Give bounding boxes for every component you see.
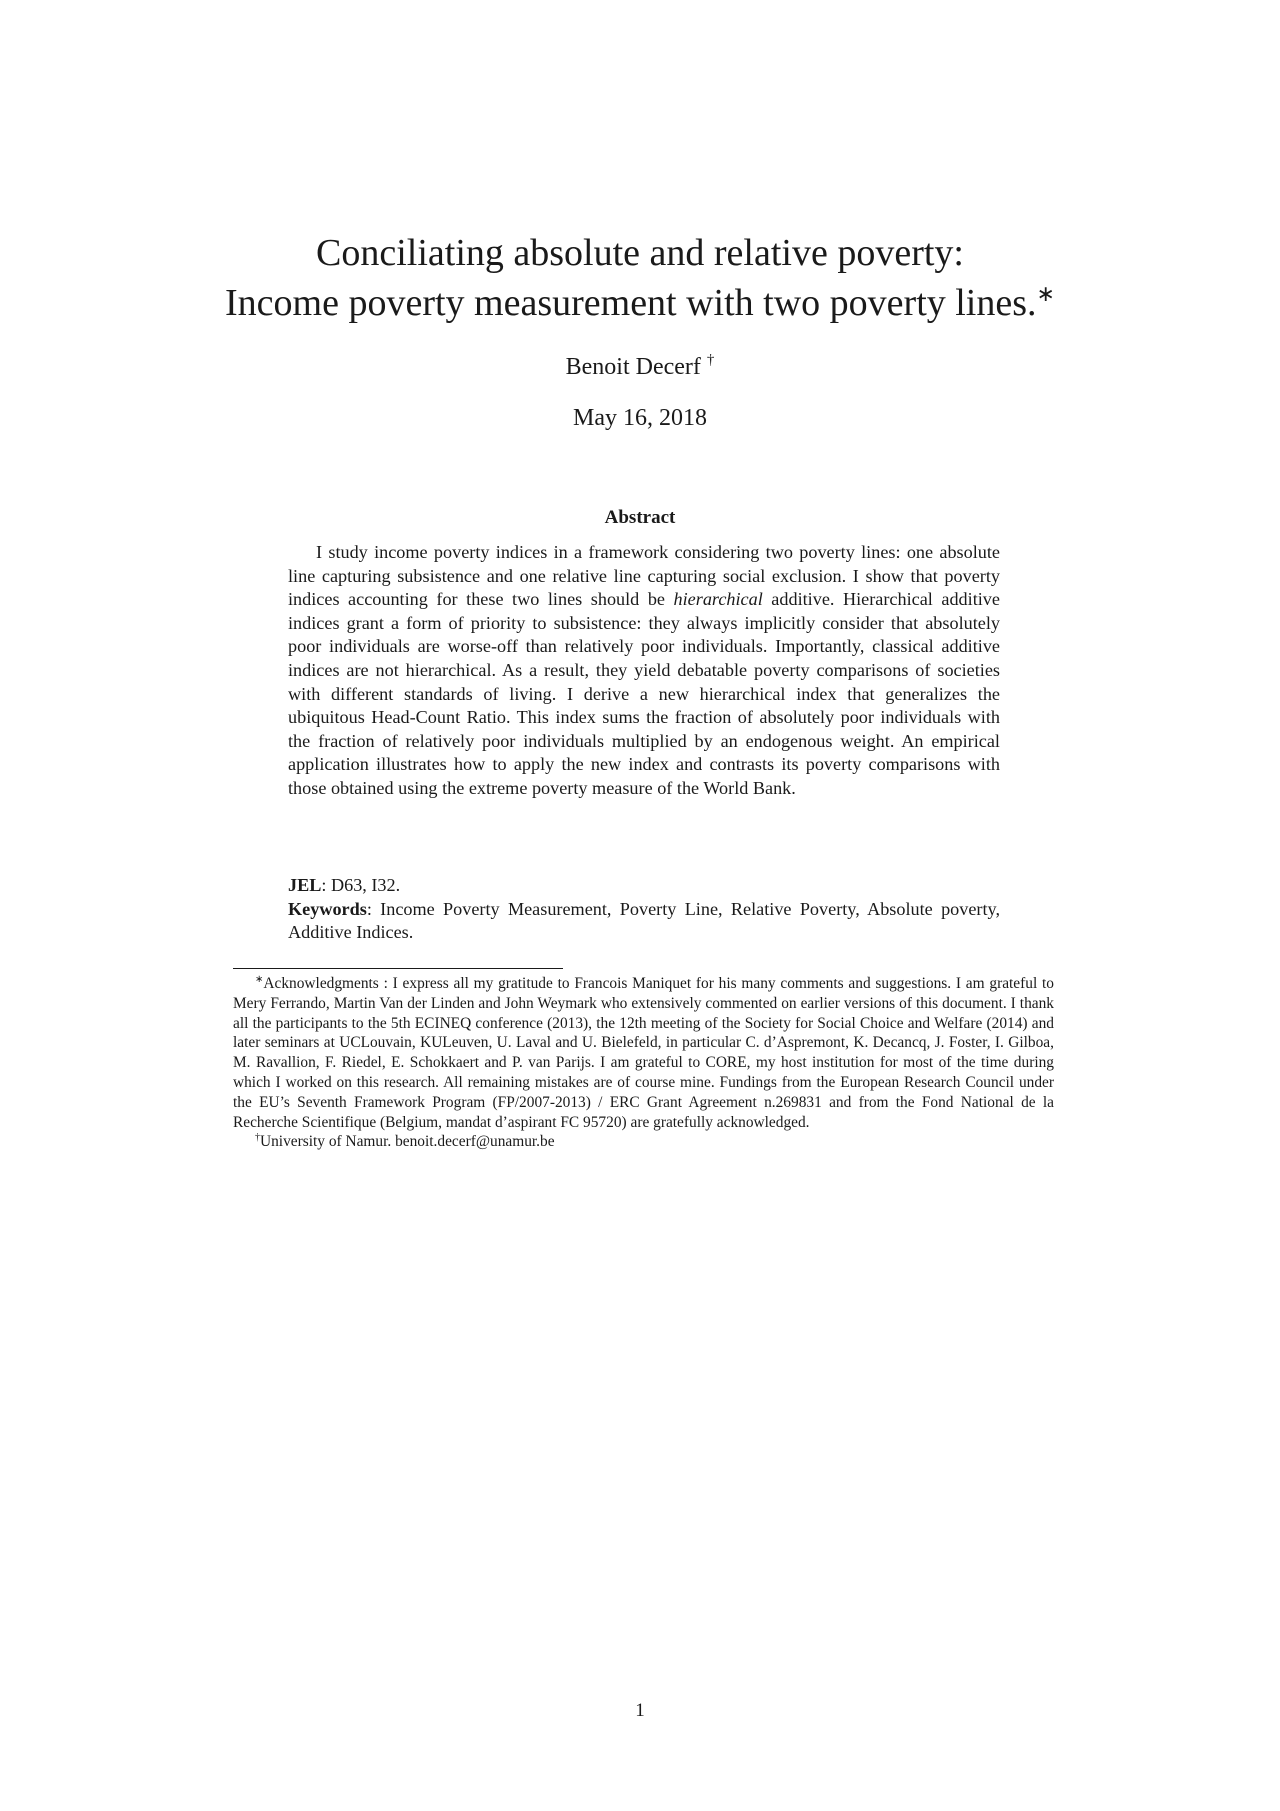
footnote-divider bbox=[233, 968, 563, 969]
title-line-2 bbox=[0, 278, 1280, 328]
jel-codes bbox=[288, 874, 1000, 898]
keywords-label: Keywords bbox=[288, 898, 367, 919]
author-name: Benoit Decerf bbox=[565, 354, 701, 380]
footnote-affiliation bbox=[233, 1132, 1054, 1152]
footnote-2-text: University of Namur. benoit.decerf@unamur.be bbox=[260, 1133, 555, 1151]
paper-title bbox=[0, 228, 1280, 328]
keywords-value: : Income Poverty Measurement, Poverty Line, Relative Poverty, Absolute poverty, Additive Indices. bbox=[288, 898, 1000, 943]
abstract-text-part-1: I study income poverty indices in a framework considering two poverty lines: one absolute line capturing subsistence and one relative line capturing social exclusion. I show that poverty indices accounting for these two lines should be bbox=[288, 542, 1000, 610]
footnote-2-marker: † bbox=[255, 1132, 260, 1144]
author-footnote-marker[interactable]: † bbox=[706, 352, 715, 368]
abstract-text-part-2: additive. Hierarchical additive indices grant a form of priority to subsistence: they always implicitly consider that absolutely poor individuals are worse-off than relatively poor individuals. Importantly, classical additive indices are not hierarchical. As a result, they yield debatable poverty comparisons of societies with different standards of living. I derive a new hierarchical index that generalizes the ubiquitous Head-Count Ratio. This index sums the fraction of absolutely poor individuals with the fraction of relatively poor individuals multiplied by an endogenous weight. An empirical application illustrates how to apply the new index and contrasts its poverty comparisons with those obtained using the extreme poverty measure of the World Bank. bbox=[288, 589, 1000, 798]
publication-date: May 16, 2018 bbox=[573, 405, 707, 431]
jel-value: : D63, I32. bbox=[321, 875, 401, 895]
footnote-1-text: Acknowledgments : I express all my gratitude to Francois Maniquet for his many comments and suggestions. I am grateful to Mery Ferrando, Martin Van der Linden and John Weymark who extensively commented on earlier versions of this document. I thank all the participants to the 5th ECINEQ conference (2013), the 12th meeting of the Society for Social Choice and Welfare (2014) and later seminars at UCLouvain, KULeuven, U. Laval and U. Bielefeld, in particular C. d’Aspremont, K. Decancq, J. Foster, I. Gilboa, M. Ravallion, F. Riedel, E. Schokkaert and P. van Parijs. I am grateful to CORE, my host institution for most of the time during which I worked on this research. All remaining mistakes are of course mine. Fundings from the European Research Council under the EU’s Seventh Framework Program (FP/2007-2013) / ERC Grant Agreement n.269831 and from the Fond National de la Recherche Scientifique (Belgium, mandat d’aspirant FC 95720) are gratefully acknowledged. bbox=[233, 975, 1054, 1131]
footnote-1-marker: ∗ bbox=[255, 974, 264, 985]
title-line-1: Conciliating absolute and relative poverty: bbox=[316, 232, 964, 274]
abstract-italic-term: hierarchical bbox=[673, 589, 763, 610]
title-footnote-marker[interactable]: ∗ bbox=[1036, 281, 1055, 306]
footnotes bbox=[233, 974, 1054, 1152]
abstract-text bbox=[288, 541, 1000, 801]
jel-and-keywords bbox=[288, 874, 1000, 945]
abstract-heading: Abstract bbox=[604, 507, 676, 528]
footnote-acknowledgments bbox=[233, 974, 1054, 1132]
author bbox=[0, 352, 1280, 382]
jel-label: JEL bbox=[288, 875, 322, 895]
title-line-2-text: Income poverty measurement with two poverty lines. bbox=[225, 282, 1037, 324]
page-number: 1 bbox=[635, 1700, 645, 1721]
keywords bbox=[288, 898, 1000, 945]
